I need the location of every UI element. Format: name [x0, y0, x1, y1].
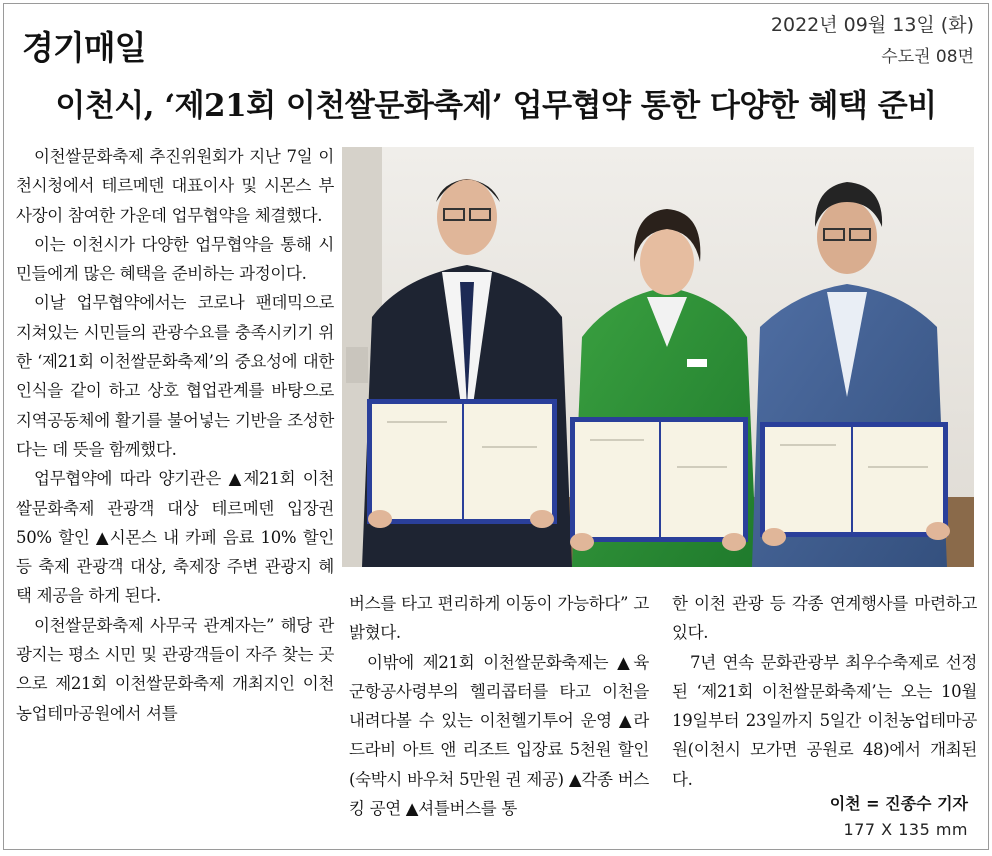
- paragraph: 이는 이천시가 다양한 업무협약을 통해 시민들에게 많은 혜택을 준비하는 과정이다.: [16, 234, 334, 284]
- paragraph: 한 이천 관광 등 각종 연계행사를 마련하고 있다.: [672, 594, 977, 643]
- newspaper-clipping: [3, 3, 989, 850]
- clipping-size: 177 X 135 mm: [843, 820, 968, 839]
- paragraph: 이밖에 제21회 이천쌀문화축제는 ▲육군항공사령부의 헬리콥터를 타고 이천을 내려다볼 수 있는 이천헬기투어 운영 ▲라드라비 아트 앤 리조트 입장료 5천원 할인(숙박시 바우처 5만원 권 제공) ▲각종 버스킹 공연 ▲셔틀버스를 통: [349, 652, 649, 819]
- article-column-middle: [349, 589, 649, 823]
- paragraph: 이날 업무협약에서는 코로나 팬데믹으로 지쳐있는 시민들의 관광수요를 충족시키기 위한 ‘제21회 이천쌀문화축제’의 중요성에 대한 인식을 같이 하고 상호 협업관계를 바탕으로 지역공동체에 활기를 불어넣는 기반을 조성한다는 데 뜻을 함께했다.: [16, 293, 334, 459]
- page-section: 수도권 08면: [881, 47, 974, 67]
- article-headline: 이천시, ‘제21회 이천쌀문화축제’ 업무협약 통한 다양한 혜택 준비: [55, 88, 937, 124]
- reporter-byline: 이천 = 진종수 기자: [829, 794, 968, 813]
- article-column-left: [16, 142, 334, 728]
- article-photo: [342, 147, 974, 567]
- newspaper-name: 경기매일: [22, 28, 146, 67]
- article-column-right: [672, 589, 977, 794]
- paragraph: 버스를 타고 편리하게 이동이 가능하다” 고 밝혔다.: [349, 594, 649, 643]
- paragraph: 7년 연속 문화관광부 최우수축제로 선정된 ‘제21회 이천쌀문화축제’는 오는 10월 19일부터 23일까지 5일간 이천농업테마공원(이천시 모가면 공원로 48)에서 개최된다.: [672, 652, 977, 789]
- paragraph: 이천쌀문화축제 추진위원회가 지난 7일 이천시청에서 테르메덴 대표이사 및 시몬스 부사장이 참여한 가운데 업무협약을 체결했다.: [16, 147, 334, 225]
- publication-date: 2022년 09월 13일 (화): [770, 14, 974, 36]
- paragraph: 업무협약에 따라 양기관은 ▲제21회 이천쌀문화축제 관광객 대상 테르메덴 입장권 50% 할인 ▲시몬스 내 카페 음료 10% 할인 등 축제 관광객 대상, 축제장 주변 관광지 혜택 제공을 하게 된다.: [16, 469, 334, 606]
- paragraph: 이천쌀문화축제 사무국 관계자는” 해당 관광지는 평소 시민 및 관광객들이 자주 찾는 곳으로 제21회 이천쌀문화축제 개최지인 이천농업테마공원에서 셔틀: [16, 615, 334, 723]
